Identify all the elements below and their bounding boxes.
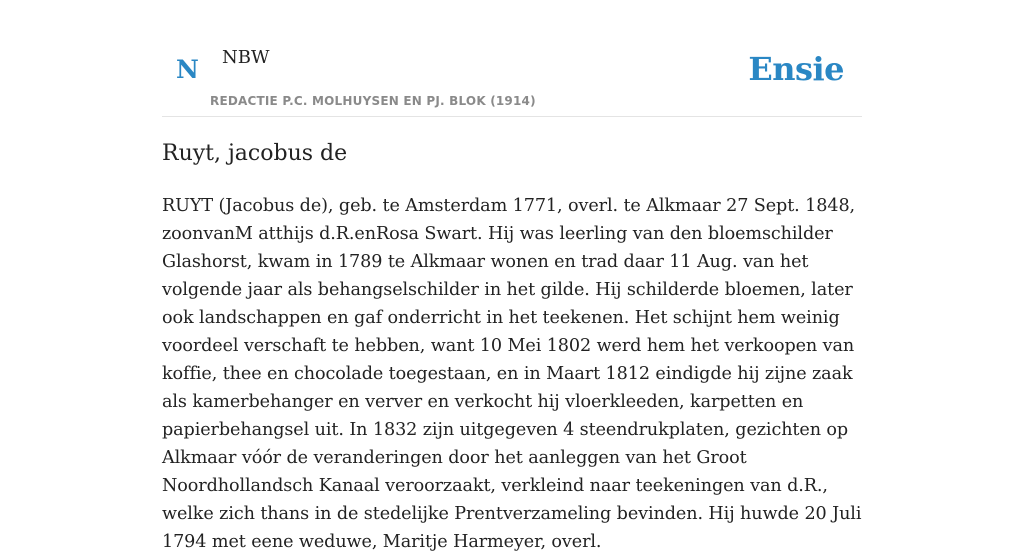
- header: [162, 38, 862, 117]
- article-title: Ruyt, jacobus de: [162, 141, 348, 166]
- source-badge[interactable]: N: [176, 55, 199, 84]
- source-name[interactable]: NBW: [222, 47, 270, 68]
- source-editors: REDACTIE P.C. MOLHUYSEN EN PJ. BLOK (1914): [210, 94, 536, 108]
- article-body: RUYT (Jacobus de), geb. te Amsterdam 1771, overl. te Alkmaar 27 Sept. 1848, zoonvanM atthijs d.R.enRosa Swart. Hij was leerling van den bloemschilder Glashorst, kwam in 1789 te Alkmaar wonen en trad daar 11 Aug. van het volgende jaar als behangselschilder in het gilde. Hij schilderde bloemen, later ook landschappen en gaf onderricht in het teekenen. Het schijnt hem weinig voordeel verschaft te hebben, want 10 Mei 1802 werd hem het verkoopen van koffie, thee en chocolade toegestaan, en in Maart 1812 eindigde hij zijne zaak als kamerbehanger en verver en verkocht hij vloerkleeden, karpetten en papierbehangsel uit. In 1832 zijn uitgegeven 4 steendrukplaten, gezichten op Alkmaar vóór de veranderingen door het aanleggen van het Groot Noordhollandsch Kanaal veroorzaakt, verkleind naar teekeningen van d.R., welke zich thans in de stedelijke Prentverzameling bevinden. Hij huwde 20 Juli 1794 met eene weduwe, Maritje Harmeyer, overl.: [162, 196, 862, 552]
- site-logo[interactable]: Ensie: [748, 50, 844, 88]
